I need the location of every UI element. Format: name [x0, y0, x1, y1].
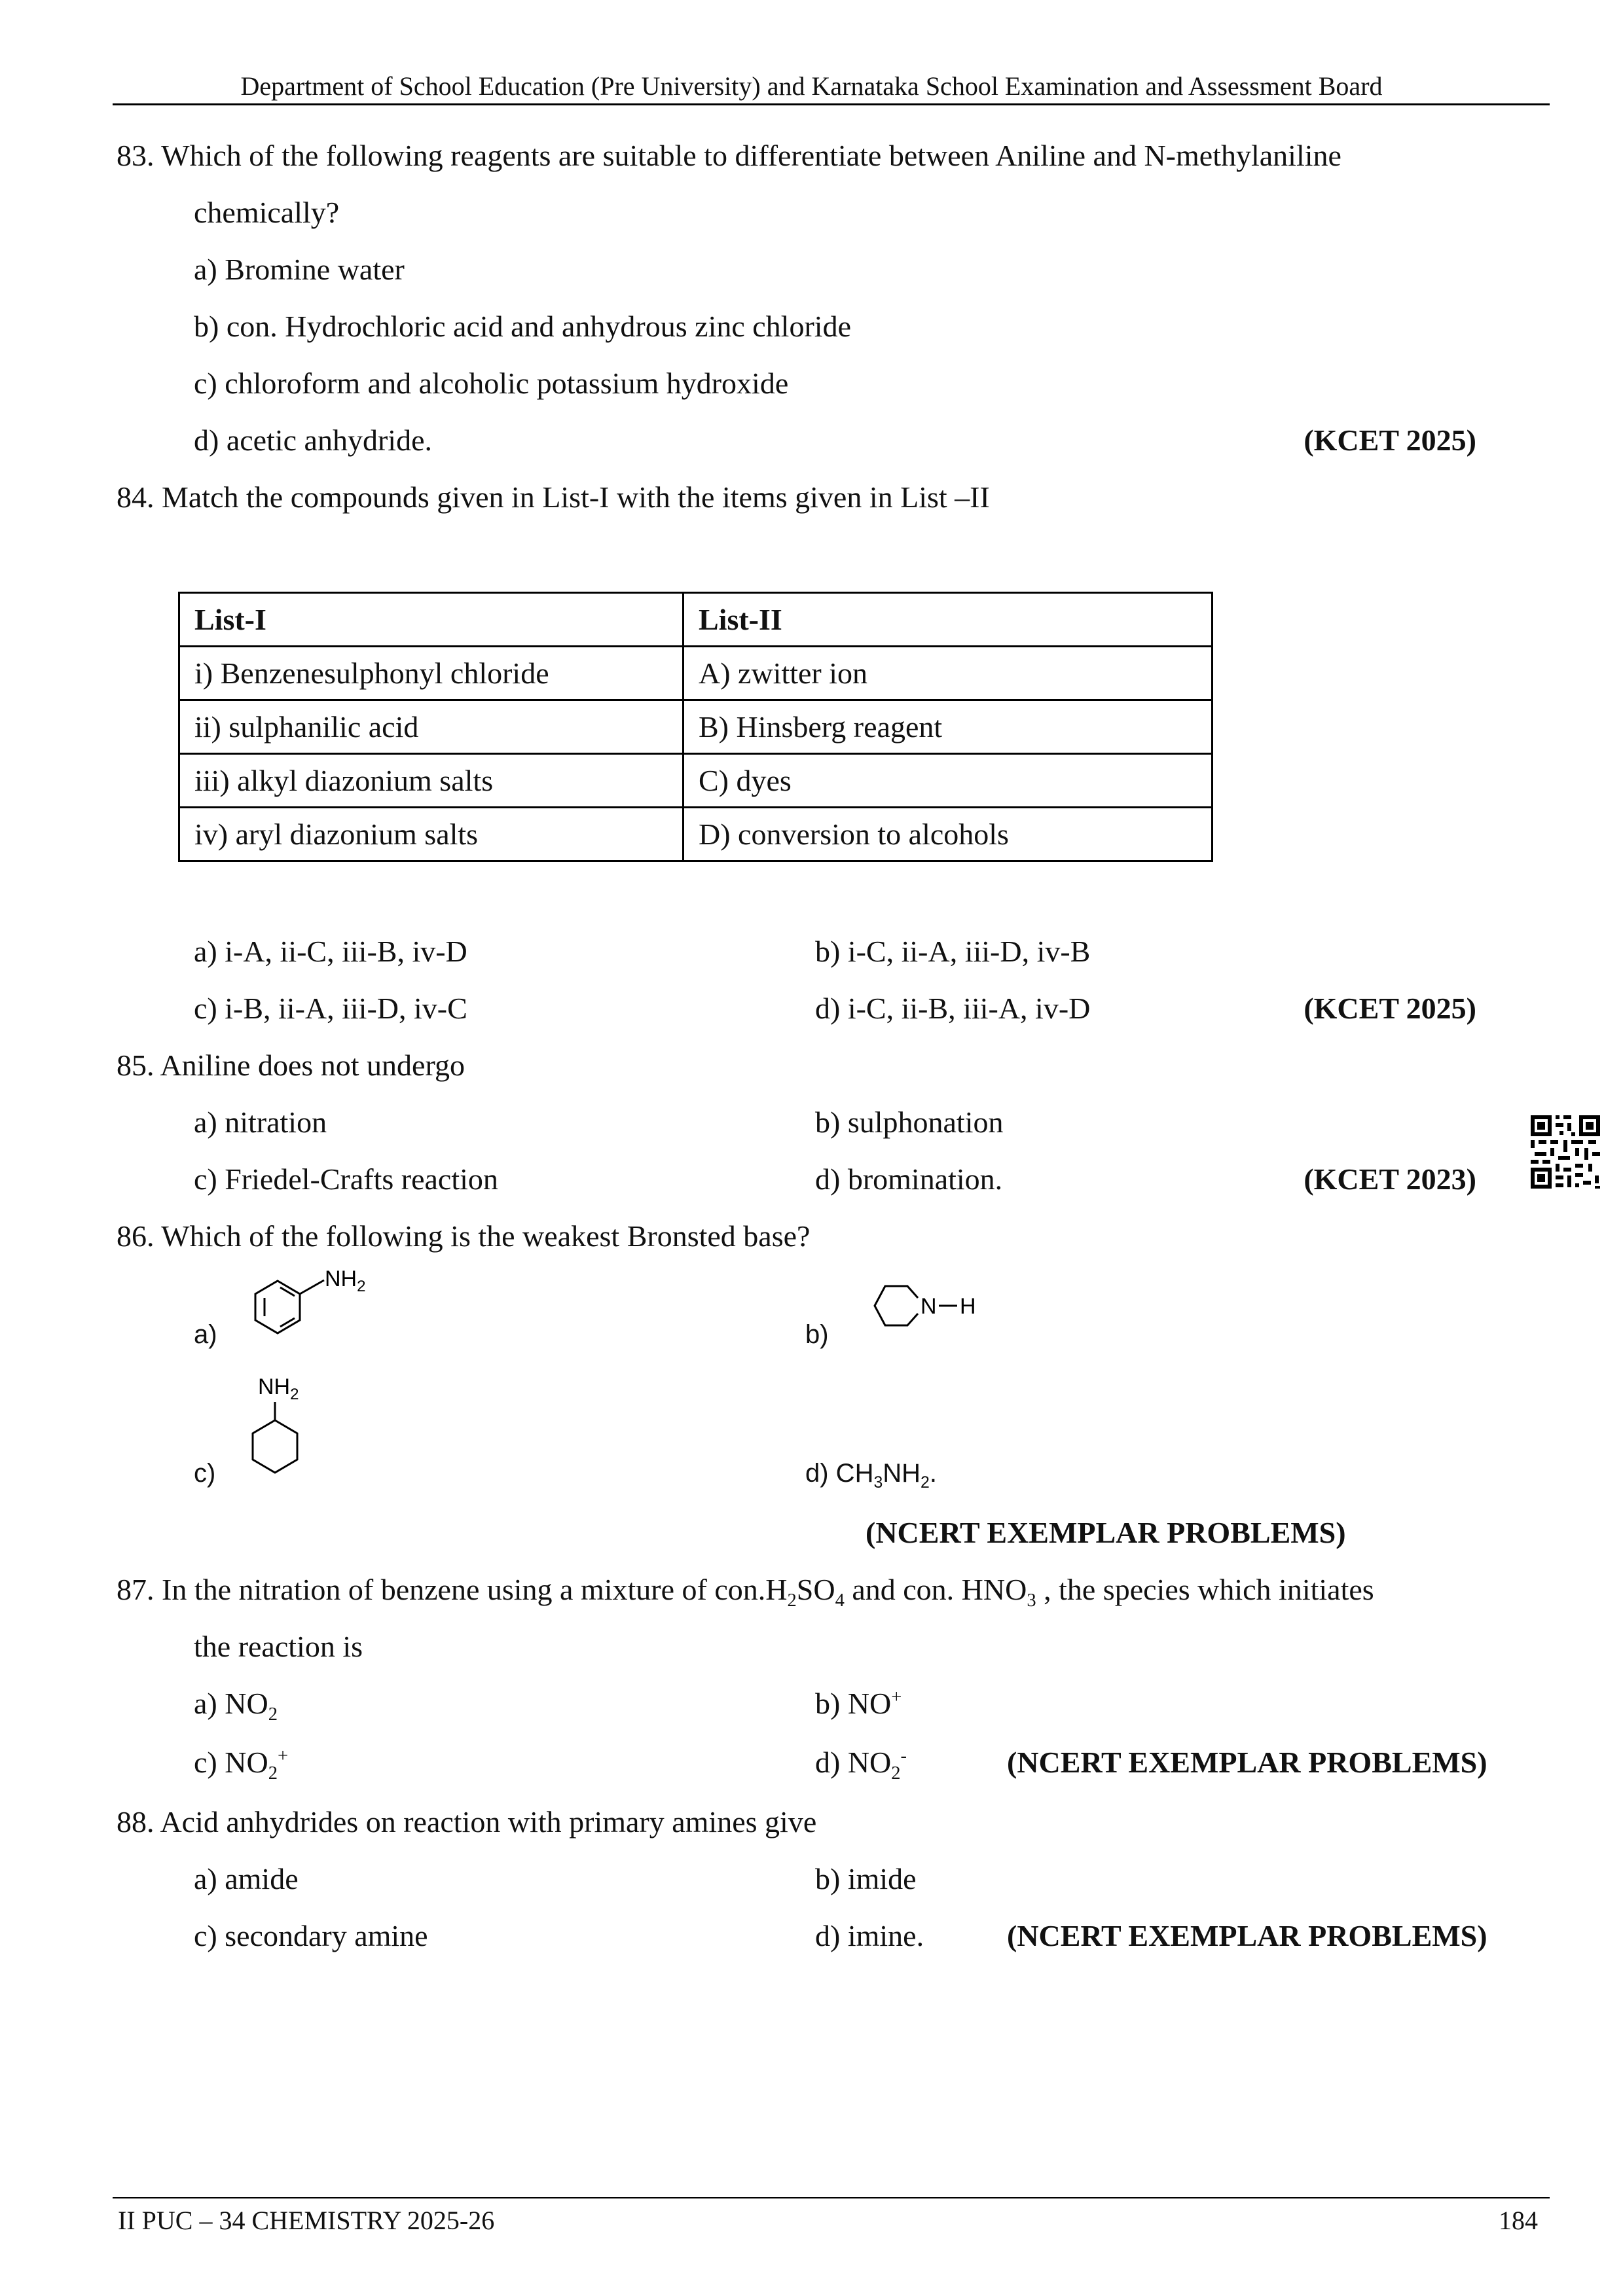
table-cell: iv) aryl diazonium salts: [179, 808, 684, 861]
table-row: [179, 647, 1213, 700]
q85-option-a: a) nitration: [194, 1105, 327, 1139]
q88-option-a: a) amide: [194, 1862, 299, 1895]
table-cell: ii) sulphanilic acid: [179, 700, 684, 754]
q85-stem: 85. Aniline does not undergo: [117, 1049, 465, 1082]
q85-option-b: b) sulphonation: [815, 1105, 1004, 1139]
q85-source: (KCET 2023): [1304, 1162, 1476, 1196]
table-cell: A) zwitter ion: [684, 647, 1213, 700]
q88-option-b: b) imide: [815, 1862, 917, 1895]
table-cell: C) dyes: [684, 754, 1213, 808]
q83-stem-cont: chemically?: [194, 196, 340, 229]
hydrogen-label: H: [960, 1294, 976, 1319]
footer-rule: [113, 2197, 1550, 2198]
q85-option-c: c) Friedel-Crafts reaction: [194, 1162, 498, 1196]
table-cell: iii) alkyl diazonium salts: [179, 754, 684, 808]
q87-stem: 87. In the nitration of benzene using a mixture of $con.H_2SO_4$ and con. $HNO_3$ , the species which initiates: [117, 1573, 1374, 1611]
table-header-row: [179, 593, 1213, 647]
table-header-cell: List-II: [684, 593, 1213, 647]
q87-option-a: a) $NO_2$: [194, 1687, 278, 1725]
cyclohexane-ring: [253, 1420, 297, 1473]
footer-course: II PUC – 34 CHEMISTRY 2025-26: [118, 2206, 495, 2235]
benzene-ring: [255, 1281, 300, 1333]
aniline-structure: [236, 1266, 393, 1352]
q84-option-a: a) i-A, ii-C, iii-B, iv-D: [194, 935, 467, 968]
q84-option-b: b) i-C, ii-A, iii-D, iv-B: [815, 935, 1091, 968]
q87-source: (NCERT EXEMPLAR PROBLEMS): [1007, 1746, 1487, 1779]
q83-option-c: c) chloroform and alcoholic potassium hydroxide: [194, 367, 789, 400]
amino-group-label: $NH_2$: [258, 1374, 299, 1403]
q84-option-c: c) i-B, ii-A, iii-D, iv-C: [194, 992, 467, 1025]
q86-stem: 86. Which of the following is the weakest Bronsted base?: [117, 1219, 811, 1253]
match-table: [178, 592, 1213, 862]
q84-source: (KCET 2025): [1304, 992, 1476, 1025]
q86-label-c: c): [194, 1459, 216, 1488]
page-header: Department of School Education (Pre University) and Karnataka School Examination and Assessment Board: [240, 71, 1383, 101]
q85-option-d: d) bromination.: [815, 1162, 1003, 1196]
q87-option-c: c) $NO_2^+$: [194, 1746, 289, 1784]
q84-option-d: d) i-C, ii-B, iii-A, iv-D: [815, 992, 1091, 1025]
q84-stem: 84. Match the compounds given in List-I with the items given in List –II: [117, 480, 990, 514]
table-header-cell: List-I: [179, 593, 684, 647]
table-row: [179, 700, 1213, 754]
q86-source: (NCERT EXEMPLAR PROBLEMS): [866, 1516, 1346, 1549]
c-n-bond: [300, 1280, 324, 1294]
q83-stem: 83. Which of the following reagents are suitable to differentiate between Aniline and N-methylaniline: [117, 139, 1341, 172]
page-number: 184: [1499, 2206, 1538, 2235]
q88-source: (NCERT EXEMPLAR PROBLEMS): [1007, 1919, 1487, 1952]
q88-stem: 88. Acid anhydrides on reaction with primary amines give: [117, 1805, 817, 1839]
cyclohexylamine-structure: [229, 1368, 334, 1499]
q86-label-b: b): [805, 1320, 829, 1349]
q86-label-a: a): [194, 1320, 217, 1349]
table-cell: i) Benzenesulphonyl chloride: [179, 647, 684, 700]
piperidine-ring: [875, 1286, 918, 1325]
q83-option-a: a) Bromine water: [194, 253, 405, 286]
table-row: [179, 808, 1213, 861]
q88-option-c: c) secondary amine: [194, 1919, 428, 1952]
q87-stem-cont: the reaction is: [194, 1630, 363, 1663]
table-cell: B) Hinsberg reagent: [684, 700, 1213, 754]
table-row: [179, 754, 1213, 808]
qr-code-icon[interactable]: [1528, 1113, 1603, 1191]
q86-option-d: d) $CH_3NH_2$.: [805, 1459, 937, 1492]
q87-option-d: d) $NO_2^-$: [815, 1746, 907, 1784]
amino-group-label: $NH_2$: [325, 1266, 366, 1295]
piperidine-structure: [858, 1280, 1002, 1358]
q83-option-d: d) acetic anhydride.: [194, 423, 432, 457]
q88-option-d: d) imine.: [815, 1919, 924, 1952]
q83-option-b: b) con. Hydrochloric acid and anhydrous zinc chloride: [194, 310, 851, 343]
q87-option-b: b) NO+: [815, 1687, 902, 1720]
q83-source: (KCET 2025): [1304, 423, 1476, 457]
ring-nitrogen-label: N: [921, 1294, 937, 1319]
table-cell: D) conversion to alcohols: [684, 808, 1213, 861]
header-rule: [113, 103, 1550, 105]
